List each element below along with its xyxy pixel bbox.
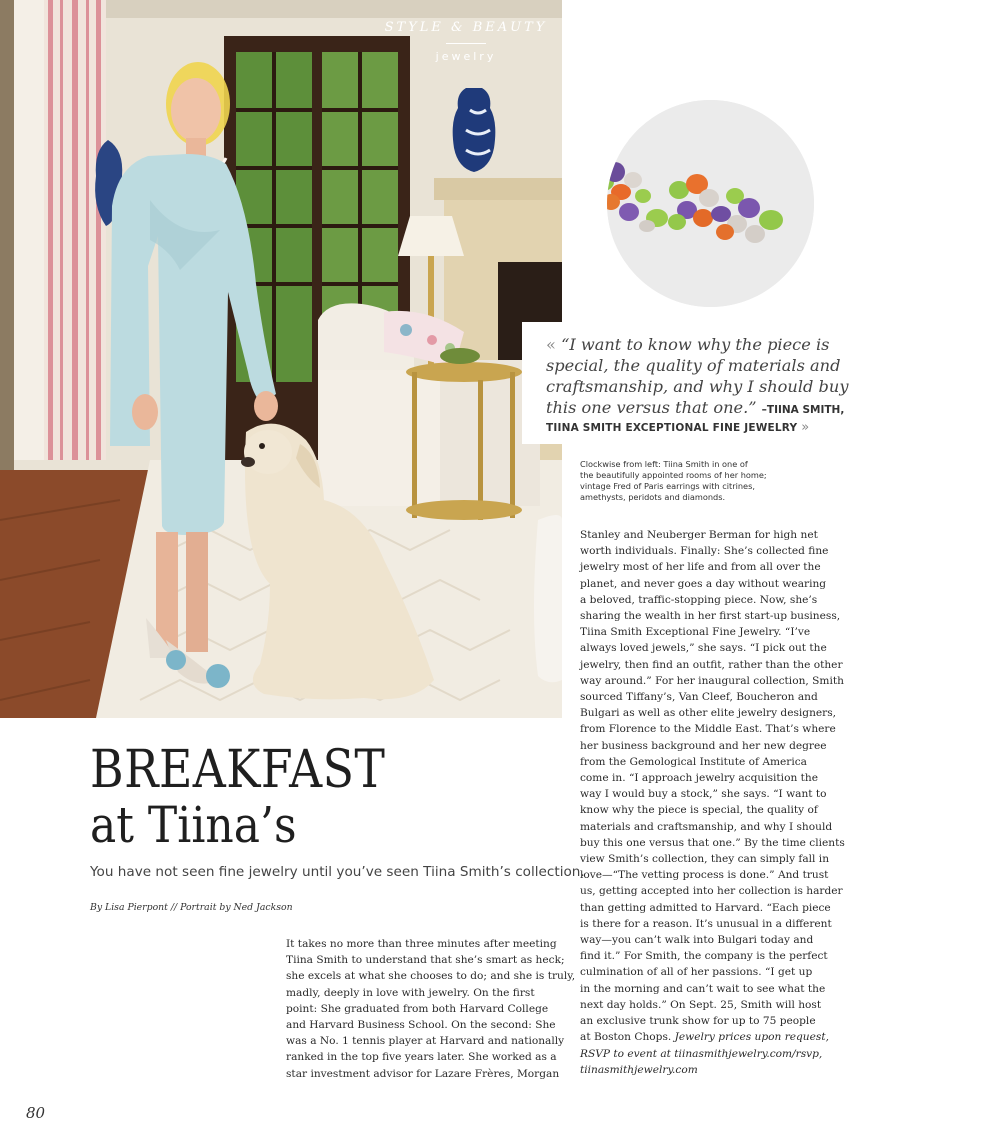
pull-quote-line: this one versus that one.”: [546, 398, 757, 417]
body-line: [580, 1029, 840, 1045]
body-line: a beloved, traffic-stopping piece. Now, she’s: [580, 593, 818, 606]
body-line: Bulgari as well as other elite jewelry designers,: [580, 707, 837, 720]
pull-quote-attribution: –TIINA SMITH,: [761, 404, 845, 416]
body-line: next day holds.” On Sept. 25, Smith will host: [580, 998, 822, 1011]
pull-quote: [522, 322, 852, 444]
body-line: Tiina Smith Exceptional Fine Jewelry. “I’ve: [580, 626, 811, 639]
section-title: STYLE & BEAUTY: [384, 20, 548, 35]
body-line: It takes no more than three minutes after meeting: [286, 938, 557, 950]
caption-line: amethysts, peridots and diamonds.: [580, 492, 726, 502]
pull-quote-line: special, the quality of materials and: [546, 356, 841, 375]
body-line: worth individuals. Finally: She’s collected fine: [580, 545, 829, 558]
body-line: materials and craftsmanship, and why I should: [580, 820, 833, 833]
body-line: sourced Tiffany’s, Van Cleef, Boucheron and: [580, 691, 818, 704]
body-line: way I would buy a stock,” she says. “I want to: [580, 788, 827, 801]
headline-line-2: at Tiina’s: [90, 796, 297, 854]
body-line: she excels at what she chooses to do; and she is truly,: [286, 970, 576, 983]
body-line: culmination of all of her passions. “I get up: [580, 966, 813, 979]
pull-quote-company: [546, 420, 809, 435]
body-line: jewelry most of her life and from all over the: [580, 561, 821, 574]
caption-line: the beautifully appointed rooms of her home;: [580, 470, 767, 480]
body-line: view Smith’s collection, they can simply fall in: [580, 853, 830, 866]
body-line: Tiina Smith to understand that she’s smart as heck;: [286, 954, 565, 967]
byline: By Lisa Pierpont // Portrait by Ned Jackson: [90, 902, 293, 913]
event-info: RSVP to event at tiinasmithjewelry.com/rsvp,: [580, 1047, 823, 1060]
section-header: [380, 20, 552, 63]
event-info: Jewelry prices upon request,: [674, 1031, 829, 1044]
body-column-left: [286, 936, 576, 1082]
body-line: us, getting accepted into her collection is harder: [580, 885, 843, 898]
body-line: was a No. 1 tennis player at Harvard and nationally: [286, 1035, 565, 1048]
body-line: know why the piece is special, the quality of: [580, 804, 818, 817]
photo-caption: [580, 459, 780, 503]
dek: You have not seen fine jewelry until you’ve seen Tiina Smith’s collection.: [90, 864, 585, 880]
body-line: ranked in the top five years later. She worked as a: [286, 1051, 557, 1064]
portrait-photo: [0, 0, 562, 718]
pull-quote-line: craftsmanship, and why I should buy: [546, 377, 849, 396]
body-line: and Harvard Business School. On the second: She: [286, 1019, 556, 1032]
caption-line: vintage Fred of Paris earrings with citrines,: [580, 481, 755, 491]
body-line: is there for a reason. It’s unusual in a different: [580, 917, 832, 930]
body-line: Stanley and Neuberger Berman for high net: [580, 529, 818, 541]
caption-line: Clockwise from left: Tiina Smith in one of: [580, 459, 748, 469]
body-line: always loved jewels,” she says. “I pick out the: [580, 642, 827, 655]
section-subtitle: jewelry: [435, 50, 497, 63]
close-quote-mark: »: [801, 420, 810, 435]
pull-quote-text: [546, 334, 851, 421]
headline: [90, 740, 426, 854]
body-line: from the Gemological Institute of America: [580, 755, 807, 768]
body-line: an exclusive trunk show for up to 75 people: [580, 1015, 816, 1028]
event-info: tiinasmithjewelry.com: [580, 1063, 698, 1076]
pull-quote-line: “I want to know why the piece is: [561, 335, 830, 354]
body-line: madly, deeply in love with jewelry. On the first: [286, 986, 535, 999]
body-line: than getting admitted to Harvard. “Each piece: [580, 901, 831, 914]
body-line-text: at Boston Chops.: [580, 1031, 675, 1044]
body-line: love—“The vetting process is done.” And trust: [580, 869, 829, 882]
body-line: from Florence to the Middle East. That’s where: [580, 723, 836, 736]
body-line: find it.” For Smith, the company is the perfect: [580, 950, 828, 963]
body-line: come in. “I approach jewelry acquisition the: [580, 772, 818, 785]
body-line: sharing the wealth in her first start-up business,: [580, 610, 841, 623]
body-line: point: She graduated from both Harvard College: [286, 1002, 549, 1015]
headline-line-1: BREAKFAST: [90, 740, 386, 800]
body-line: in the morning and can’t wait to see what the: [580, 982, 826, 995]
body-line: jewelry, then find an outfit, rather than the other: [580, 658, 843, 671]
body-column-right: [580, 527, 845, 1078]
gemstone-earrings-photo: [607, 100, 814, 307]
body-line: her business background and her new degree: [580, 739, 827, 752]
body-line: star investment advisor for Lazare Frères, Morgan: [286, 1067, 560, 1080]
body-line: planet, and never goes a day without wearing: [580, 577, 827, 590]
pull-quote-company-name: TIINA SMITH EXCEPTIONAL FINE JEWELRY: [546, 422, 798, 434]
page-number: 80: [26, 1104, 46, 1122]
open-quote-mark: «: [546, 335, 556, 354]
body-line: way around.” For her inaugural collection, Smith: [580, 674, 844, 687]
body-line: buy this one versus that one.” By the time clients: [580, 836, 845, 849]
body-line: way—you can’t walk into Bulgari today and: [580, 934, 814, 947]
section-divider: [446, 43, 486, 44]
